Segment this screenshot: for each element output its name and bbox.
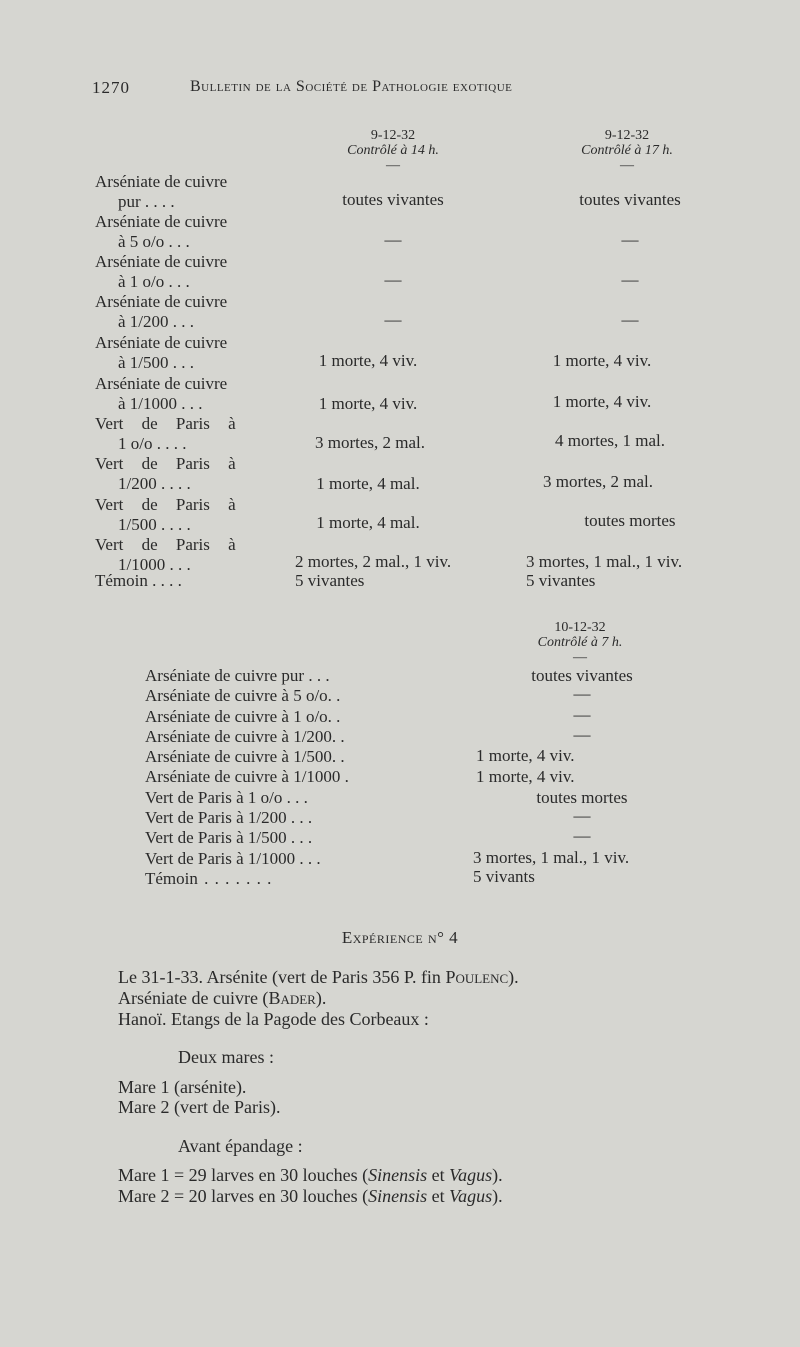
table1-row-label-line1: Arséniate de cuivre bbox=[95, 333, 228, 352]
table2-cell: toutes mortes bbox=[536, 788, 628, 807]
experience-line2 bbox=[118, 987, 326, 1009]
table1-cell-col2: — bbox=[621, 230, 639, 249]
mare1-count-mid: et bbox=[427, 1165, 450, 1185]
table1-cell-col1: — bbox=[384, 310, 402, 329]
table1-cell-col2: 1 morte, 4 viv. bbox=[552, 351, 652, 370]
experience-line2-end: ). bbox=[315, 988, 327, 1008]
table1-cell-col2: 1 morte, 4 viv. bbox=[552, 392, 652, 411]
mare1-count-end: ). bbox=[492, 1165, 503, 1185]
species-vagus: Vagus bbox=[449, 1165, 493, 1185]
table2-row-label: Vert de Paris à 1/200 . . . bbox=[145, 808, 313, 827]
table2-cell: — bbox=[573, 725, 591, 744]
mare1-count-line bbox=[118, 1164, 503, 1186]
table2-cell: toutes vivantes bbox=[531, 666, 633, 685]
table2-row-label: Témoin . . . . . . . bbox=[145, 869, 272, 888]
table2-row-label: Arséniate de cuivre à 1/200. . bbox=[145, 727, 345, 746]
bader-name: Bader bbox=[268, 988, 316, 1008]
table1-row-label-line2: à 1/500 . . . bbox=[118, 353, 195, 372]
experience-heading: Expérience n° 4 bbox=[341, 928, 459, 947]
page-number: 1270 bbox=[92, 78, 130, 97]
table2-col-control: Contrôlé à 7 h. bbox=[537, 635, 623, 650]
table1-row-label-line2: 1/1000 . . . bbox=[118, 555, 191, 574]
mare2-line: Mare 2 (vert de Paris). bbox=[118, 1097, 281, 1117]
experience-line1 bbox=[118, 966, 519, 988]
table1-row-label-line2: pur . . . . bbox=[118, 192, 175, 211]
table1-row-label-line1: Arséniate de cuivre bbox=[95, 172, 228, 191]
table1-cell-col2: — bbox=[621, 270, 639, 289]
species-sinensis: Sinensis bbox=[368, 1186, 428, 1206]
deux-mares-label: Deux mares : bbox=[178, 1047, 274, 1067]
table1-col1-header bbox=[318, 128, 468, 173]
table1-row-label-line1: Arséniate de cuivre bbox=[95, 374, 228, 393]
table1-cell-col1: 5 vivantes bbox=[295, 571, 365, 590]
table2-col-header bbox=[505, 620, 655, 665]
table1-row-label-line2: à 1 o/o . . . bbox=[118, 272, 190, 291]
table1-col2-control: Contrôlé à 17 h. bbox=[581, 143, 673, 158]
table1-row-label-line1: Vert de Paris à bbox=[95, 454, 236, 473]
table1-col2-date: 9-12-32 bbox=[604, 128, 650, 143]
table2-cell: — bbox=[573, 705, 591, 724]
table1-row-label-line2: Témoin . . . . bbox=[95, 571, 182, 590]
table1-row-label-line2: à 1/200 . . . bbox=[118, 312, 195, 331]
table1-cell-col2: — bbox=[621, 310, 639, 329]
table2-row-label: Vert de Paris à 1/500 . . . bbox=[145, 828, 313, 847]
table2-row-label: Vert de Paris à 1 o/o . . . bbox=[145, 788, 308, 807]
mare1-line: Mare 1 (arsénite). bbox=[118, 1077, 247, 1097]
table1-row-label-line1: Vert de Paris à bbox=[95, 495, 236, 514]
mare1-count-text: Mare 1 = 29 larves en 30 louches ( bbox=[118, 1165, 369, 1185]
table1-cell-col1: 2 mortes, 2 mal., 1 viv. bbox=[295, 552, 452, 571]
table1-row-label-line1: Arséniate de cuivre bbox=[95, 252, 228, 271]
table2-row-label: Arséniate de cuivre à 1/500. . bbox=[145, 747, 345, 766]
table1-cell-col2: 5 vivantes bbox=[526, 571, 596, 590]
table1-cell-col1: — bbox=[384, 230, 402, 249]
table1-row-label-line1: Arséniate de cuivre bbox=[95, 292, 228, 311]
table1-cell-col1: 1 morte, 4 viv. bbox=[318, 394, 418, 413]
table2-cell: — bbox=[573, 826, 591, 845]
table1-cell-col2: 3 mortes, 1 mal., 1 viv. bbox=[526, 552, 683, 571]
table1-col2-header bbox=[552, 128, 702, 173]
table1-row-label-line2: 1 o/o . . . . bbox=[118, 434, 187, 453]
table2-col-dash: — bbox=[573, 650, 587, 665]
table1-row-label-line2: 1/500 . . . . bbox=[118, 515, 191, 534]
species-vagus: Vagus bbox=[449, 1186, 493, 1206]
table1-cell-col2: toutes vivantes bbox=[579, 190, 681, 209]
table1-cell-col1: 1 morte, 4 mal. bbox=[316, 474, 420, 493]
experience-line2-text: Arséniate de cuivre ( bbox=[118, 988, 269, 1008]
experience-line1-end: ). bbox=[508, 967, 519, 987]
experience-line3: Hanoï. Etangs de la Pagode des Corbeaux : bbox=[118, 1009, 429, 1029]
table1-col1-control: Contrôlé à 14 h. bbox=[347, 143, 439, 158]
table1-cell-col1: 1 morte, 4 mal. bbox=[316, 513, 420, 532]
table2-cell: 3 mortes, 1 mal., 1 viv. bbox=[473, 848, 630, 867]
mare2-count-end: ). bbox=[492, 1186, 503, 1206]
table2-cell: 5 vivants bbox=[473, 867, 535, 886]
table1-row-label-line2: à 5 o/o . . . bbox=[118, 232, 190, 251]
table1-row-label-line1: Vert de Paris à bbox=[95, 535, 236, 554]
table2-cell: — bbox=[573, 684, 591, 703]
species-sinensis: Sinensis bbox=[368, 1165, 428, 1185]
table1-cell-col2: 3 mortes, 2 mal. bbox=[542, 472, 653, 491]
table2-row-label: Arséniate de cuivre à 1 o/o. . bbox=[145, 707, 341, 726]
mare2-count-mid: et bbox=[427, 1186, 450, 1206]
mare2-count-text: Mare 2 = 20 larves en 30 louches ( bbox=[118, 1186, 369, 1206]
table2-row-label: Vert de Paris à 1/1000 . . . bbox=[145, 849, 321, 868]
table2-cell: 1 morte, 4 viv. bbox=[476, 767, 575, 786]
table1-row-label-line1: Vert de Paris à bbox=[95, 414, 236, 433]
table1-row-label-line1: Arséniate de cuivre bbox=[95, 212, 228, 231]
table1-col2-dash: — bbox=[620, 158, 634, 173]
table2-cell: 1 morte, 4 viv. bbox=[476, 746, 575, 765]
table1-row-label-line2: à 1/1000 . . . bbox=[118, 394, 203, 413]
avant-epandage-label: Avant épandage : bbox=[178, 1136, 303, 1156]
table2-row-label: Arséniate de cuivre à 5 o/o. . bbox=[145, 686, 341, 705]
table2-cell: — bbox=[573, 806, 591, 825]
table1-cell-col1: 1 morte, 4 viv. bbox=[318, 351, 418, 370]
table1-col1-dash: — bbox=[386, 158, 400, 173]
mare2-count-line bbox=[118, 1185, 503, 1207]
poulenc-name: Poulenc bbox=[445, 967, 509, 987]
table1-col1-date: 9-12-32 bbox=[370, 128, 416, 143]
table1-cell-col2: toutes mortes bbox=[584, 511, 676, 530]
journal-title: Bulletin de la Société de Pathologie exotique bbox=[190, 78, 513, 95]
table2-row-label: Arséniate de cuivre pur . . . bbox=[145, 666, 330, 685]
table1-row-label-line2: 1/200 . . . . bbox=[118, 474, 191, 493]
table1-cell-col1: toutes vivantes bbox=[342, 190, 444, 209]
table1-cell-col2: 4 mortes, 1 mal. bbox=[554, 431, 665, 450]
experience-line1-text: Le 31-1-33. Arsénite (vert de Paris 356 P. fin bbox=[118, 967, 446, 987]
table1-cell-col1: — bbox=[384, 270, 402, 289]
table1-cell-col1: 3 mortes, 2 mal. bbox=[314, 433, 425, 452]
table2-col-date: 10-12-32 bbox=[554, 620, 606, 635]
table2-row-label: Arséniate de cuivre à 1/1000 . bbox=[145, 767, 349, 786]
